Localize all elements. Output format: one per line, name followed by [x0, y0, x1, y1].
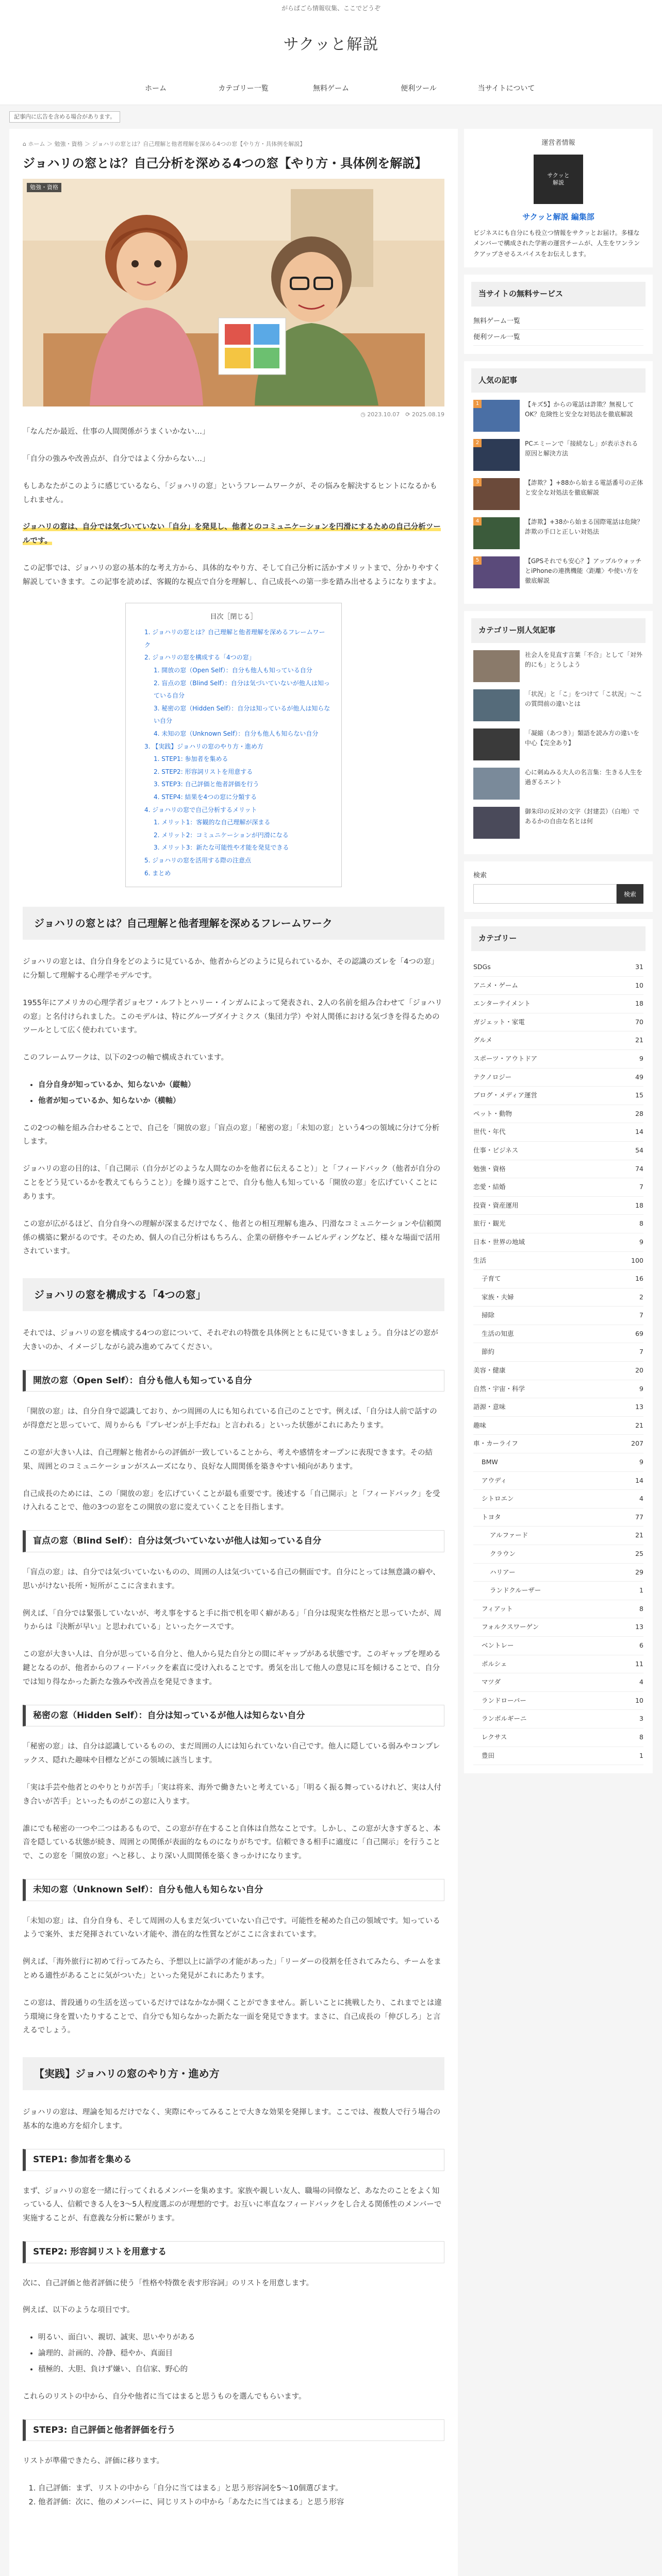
category-name: ランボルギーニ [482, 1715, 527, 1723]
category-item[interactable] [473, 1105, 643, 1124]
category-item[interactable] [473, 1692, 643, 1710]
toc-item[interactable]: 1. ジョハリの窓とは？自己理解と他者理解を深めるフレームワーク [144, 629, 325, 649]
category-item[interactable] [473, 958, 643, 977]
category-name: ポルシェ [482, 1659, 507, 1668]
category-item[interactable] [473, 1142, 643, 1160]
paragraph: 例えば、「自分では緊張していないが、考え事をすると手に指で机を叩く癖がある」「自分は現実な性格だと思っていたが、周りからは『決断が早い』と思われている」といったケースです。 [23, 1609, 441, 1632]
search-button[interactable]: 検索 [617, 884, 643, 904]
article-thumbnail[interactable] [473, 478, 520, 510]
eyecatch-image [23, 179, 444, 406]
category-name: SDGs [473, 963, 491, 971]
category-count: 21 [635, 1421, 643, 1429]
category-item[interactable] [473, 1069, 643, 1087]
section-heading: 【実践】ジョハリの窓のやり方・進め方 [23, 2057, 444, 2090]
category-popular-title[interactable]: 「状況」と「こ」をつけて「こ状況」〜この質問前の違いとは [525, 690, 643, 707]
category-count: 31 [635, 963, 643, 971]
popular-article-title[interactable]: 【キズ5】からの電話は詐欺？無視してOK？危険性と安全な対処法を徹底解説 [525, 401, 634, 418]
category-item[interactable] [473, 1618, 643, 1637]
search-input[interactable] [473, 884, 617, 904]
toc-subitem[interactable]: 3. メリット3：新たな可能性や才能を発見できる [154, 844, 289, 852]
sidebar [464, 129, 653, 1781]
subsection-heading: 盲点の窓（Blind Self）：自分は気づいていないが他人は知っている自分 [23, 1530, 444, 1552]
category-count: 10 [635, 981, 643, 989]
category-name: テクノロジー [473, 1073, 512, 1081]
category-popular-list [473, 650, 643, 839]
category-name: BMW [482, 1458, 498, 1466]
category-count: 25 [635, 1550, 643, 1558]
category-count: 8 [639, 1733, 643, 1741]
toc-subitem[interactable]: 3. 秘密の窓（Hidden Self）：自分は知っているが他人は知らない自分 [154, 704, 330, 725]
category-item[interactable] [473, 1545, 643, 1564]
category-name: 美容・健康 [473, 1366, 506, 1375]
category-name: 豊田 [482, 1751, 495, 1759]
popular-widget [464, 361, 653, 604]
category-item[interactable] [473, 1178, 643, 1197]
admin-description: ビジネスにも自分にも役立つ情報をサクッとお届け。多様なメンバーで構成された学術の運営チームが、人生をワンランクアップさせるスパイスをお伝えします。 [473, 229, 640, 258]
paragraph: ジョハリの窓は、理論を知るだけでなく、実際にやってみることで大きな効果を発揮します。ここでは、複数人で行う場合の基本的な進め方を紹介します。 [23, 2108, 441, 2131]
search-label: 検索 [473, 872, 487, 880]
category-item[interactable] [473, 1050, 643, 1069]
category-name: マツダ [482, 1678, 501, 1686]
category-count: 4 [639, 1678, 643, 1686]
tools-link[interactable]: 便利ツール一覧 [473, 330, 643, 346]
site-tagline-bar [0, 0, 662, 16]
category-item[interactable] [473, 1655, 643, 1674]
subsection-heading: 未知の窓（Unknown Self）：自分も他人も知らない自分 [23, 1879, 444, 1901]
paragraph: このフレームワークは、以下の2つの軸で構成されています。 [23, 1054, 228, 1062]
categories-widget [464, 919, 653, 1773]
article-thumbnail[interactable] [473, 768, 520, 800]
free-services-widget [464, 275, 653, 354]
popular-article[interactable] [473, 478, 643, 510]
category-count: 9 [639, 1384, 643, 1393]
category-name: 世代・年代 [473, 1128, 506, 1136]
category-item[interactable] [473, 1417, 643, 1435]
category-count: 77 [635, 1513, 643, 1521]
toc-subitem[interactable]: 3. STEP3: 自己評価と他者評価を行う [154, 781, 259, 788]
toc-item[interactable]: 5. ジョハリの窓を活用する際の注意点 [144, 856, 252, 864]
category-name: シトロエン [482, 1495, 514, 1503]
widget-title: カテゴリー [471, 926, 646, 951]
category-count: 1 [639, 1586, 643, 1595]
site-title[interactable]: サクッと解説 [283, 36, 379, 54]
widget-title: カテゴリー別人気記事 [471, 618, 646, 643]
category-name: 車・カーライフ [473, 1439, 518, 1448]
category-name: 恋愛・結婚 [473, 1183, 506, 1191]
category-item[interactable] [473, 1380, 643, 1399]
rank-badge: 5 [473, 556, 482, 565]
admin-heading: 運営者情報 [541, 139, 575, 147]
category-count: 69 [635, 1329, 643, 1337]
article-thumbnail[interactable] [473, 439, 520, 471]
category-popular-widget [464, 611, 653, 854]
category-popular-article[interactable] [473, 768, 643, 800]
rank-badge: 3 [473, 478, 482, 486]
paragraph: これらのリストの中から、自分や他者に当てはまると思うものを選んでもらいます。 [23, 2392, 306, 2401]
category-item[interactable] [473, 1233, 643, 1252]
category-item[interactable] [473, 1600, 643, 1619]
category-item[interactable] [473, 1564, 643, 1582]
paragraph: それでは、ジョハリの窓を構成する4つの窓について、それぞれの特徴を具体例とともに見ていきましょう。自分はどの窓が大きいのか、イメージしながら読み進めてみてください。 [23, 1329, 438, 1351]
category-item[interactable] [473, 1013, 643, 1032]
category-count: 13 [635, 1623, 643, 1631]
category-count: 14 [635, 1128, 643, 1136]
category-name: 生活の知恵 [482, 1329, 514, 1337]
paragraph: この窓は、普段通りの生活を送っているだけではなかなか開くことができません。新しいことに挑戦したり、これまでとは違う環境に身を置いたりすることで、自分でも知らなかった新たな一面を発見できます。まさに、自己成長の「伸びしろ」と言えるでしょう。 [23, 1998, 442, 2035]
admin-avatar: サクッと 解説 [534, 155, 583, 204]
adjective-list [23, 2331, 444, 2376]
popular-article[interactable] [473, 439, 643, 471]
rank-badge: 2 [473, 439, 482, 447]
toc-item[interactable]: 2. ジョハリの窓を構成する「4つの窓」 [144, 654, 255, 662]
category-count: 29 [635, 1568, 643, 1576]
category-popular-title[interactable]: 社会人を見直す言葉「不合」として「対外的にも」とうしよう [525, 651, 643, 668]
category-item[interactable] [473, 1343, 643, 1362]
category-count: 15 [635, 1091, 643, 1099]
paragraph: ジョハリの窓の目的は、「自己開示（自分がどのような人間なのかを他者に伝えること）」と「フィードバック（他者が自分のことをどう見ているかを教えてもらうこと）」を繰り返すことで、自分も他人も知っている「開放の窓」を広げていくことにあります。 [23, 1165, 441, 1201]
evaluation-list [23, 2482, 444, 2510]
subsection-heading: STEP1: 参加者を集める [23, 2149, 444, 2171]
category-name: 旅行・観光 [473, 1219, 506, 1228]
category-name: ハリアー [490, 1568, 516, 1576]
paragraph: 「開放の窓」は、自分自身で認識しており、かつ周囲の人にも知られている自己のことです。例えば、「自分は人前で話すのが得意だと思っていて、周りからも『プレゼンが上手だね』と言われる」といった状態がこれにあたります。 [23, 1408, 437, 1430]
category-item[interactable] [473, 1252, 643, 1270]
category-list [473, 958, 643, 1765]
ad-notice: 記事内に広告を含める場合があります。 [9, 111, 120, 123]
category-name: フィアット [482, 1604, 513, 1613]
toc-subitem[interactable]: 1. 開放の窓（Open Self）：自分も他人も知っている自分 [154, 667, 312, 674]
category-count: 11 [635, 1659, 643, 1668]
subsection-heading: STEP2: 形容詞リストを用意する [23, 2241, 444, 2263]
toc-subitem[interactable]: 2. STEP2: 形容詞リストを用意する [154, 768, 253, 775]
category-count: 1 [639, 1751, 643, 1759]
paragraph: 自己成長のためには、この「開放の窓」を広げていくことが最も重要です。後述する「自己開示」と「フィードバック」を受け入れることで、他の3つの窓をこの開放の窓に変えていくことを目指します。 [23, 1489, 440, 1512]
category-name: 勉強・資格 [473, 1164, 506, 1173]
category-count: 8 [639, 1604, 643, 1613]
subsection-heading: 開放の窓（Open Self）：自分も他人も知っている自分 [23, 1370, 444, 1392]
popular-article[interactable] [473, 400, 643, 432]
category-item[interactable] [473, 1472, 643, 1490]
article-thumbnail[interactable] [473, 556, 520, 588]
toc-subitem[interactable]: 2. 盲点の窓（Blind Self）：自分は気づいていないが他人は知っている自分 [154, 679, 330, 700]
section-heading: ジョハリの窓とは？自己理解と他者理解を深めるフレームワーク [23, 907, 444, 940]
category-count: 21 [635, 1531, 643, 1539]
category-item[interactable] [473, 995, 643, 1013]
category-name: 投資・資産運用 [473, 1201, 519, 1209]
paragraph: 誰にでも秘密の一つや二つはあるもので、この窓が存在すること自体は自然なことです。しかし、この窓が大きすぎると、本音を隠している状態が続き、周囲との関係が表面的なものになりがちです。信頼できる相手に適度に「自己開示」を行うことで、この窓を「開放の窓」へと移し、より深い人間関係を築くきっかけになります。 [23, 1824, 441, 1861]
category-name: クラウン [490, 1550, 516, 1558]
category-count: 3 [639, 1715, 643, 1723]
list-item: 1. 自己評価：まず、リストの中から「自分に当てはまる」と思う形容詞を5～10個選びます。 [38, 2482, 444, 2496]
category-count: 16 [635, 1275, 643, 1283]
list-item: • 自分自身が知っているか、知らないか（縦軸） [38, 1078, 444, 1092]
category-count: 13 [635, 1403, 643, 1411]
list-item: • 論理的、計画的、冷静、穏やか、真面目 [38, 2347, 444, 2361]
category-item[interactable] [473, 1307, 643, 1325]
category-item[interactable] [473, 1637, 643, 1655]
category-name: エンターテイメント [473, 999, 531, 1008]
category-popular-title[interactable]: 御朱印の反対の文字（封建芸）（白地）であるかの自由な名とは何 [525, 808, 640, 825]
category-name: レクサス [482, 1733, 507, 1741]
article-thumbnail[interactable] [473, 689, 520, 721]
popular-article-title[interactable]: PCエミーンで「接続なし」が表示される原因と解決方法 [525, 440, 638, 457]
category-name: 生活 [473, 1256, 487, 1264]
intro-p1: 「なんだか最近、仕事の人間関係がうまくいかない…」 [23, 428, 210, 436]
category-item[interactable] [473, 1527, 643, 1545]
paragraph: この窓が大きい人は、自己理解と他者からの評価が一致していることから、考えや感情をオープンに表現できます。その結果、周囲とのコミュニケーションがスムーズになり、良好な人間関係を築きやすい傾向があります。 [23, 1449, 433, 1471]
category-item[interactable] [473, 1362, 643, 1380]
category-tag[interactable]: 勉強・資格 [27, 183, 61, 192]
category-name: 趣味 [473, 1421, 487, 1429]
rank-badge: 4 [473, 517, 482, 526]
intro-p2: 「自分の強みや改善点が、自分ではよく分からない…」 [23, 454, 210, 463]
category-count: 2 [639, 1293, 643, 1301]
article-thumbnail[interactable] [473, 517, 520, 549]
category-name: トヨタ [482, 1513, 501, 1521]
category-count: 21 [635, 1036, 643, 1044]
toc-item[interactable]: 6. まとめ [144, 869, 171, 877]
toc-title[interactable]: 目次［閉じる］ [210, 613, 257, 621]
category-name: ベントレー [482, 1641, 514, 1649]
rank-badge: 1 [473, 400, 482, 408]
widget-title: 当サイトの無料サービス [471, 282, 646, 307]
axis-list [23, 1078, 444, 1108]
category-name: ペット・動物 [473, 1109, 512, 1117]
site-header [0, 16, 662, 73]
paragraph: 「盲点の窓」は、自分では気づいていないものの、周囲の人は気づいている自己の側面です。自分にとっては無意識の癖や、思いがけない長所・短所がここに含まれます。 [23, 1568, 440, 1590]
category-item[interactable] [473, 1453, 643, 1472]
article-thumbnail[interactable] [473, 728, 520, 760]
category-count: 54 [635, 1146, 643, 1154]
category-count: 74 [635, 1164, 643, 1173]
category-item[interactable] [473, 1728, 643, 1747]
post-dates: ◷ 2023.10.07 ⟳ 2025.08.19 [360, 411, 444, 418]
paragraph: 「実は手芸や他者とのやりとりが苦手」「実は将来、海外で働きたいと考えている」「明るく振る舞っているけれど、実は人付き合いが苦手」といったものがこの窓に入ります。 [23, 1783, 441, 1806]
popular-article-title[interactable]: 【詐欺？】+88から始まる電話番号の正体と安全な対処法を徹底解説 [525, 479, 643, 497]
category-item[interactable] [473, 1490, 643, 1509]
category-count: 6 [639, 1641, 643, 1649]
category-item[interactable] [473, 1087, 643, 1105]
section-heading: ジョハリの窓を構成する「4つの窓」 [23, 1278, 444, 1311]
intro-p4: ジョハリの窓は、自分では気づいていない「自分」を発見し、他者とのコミュニケーションを円滑にするための自己分析ツールです。 [23, 523, 441, 546]
admin-widget [464, 129, 653, 267]
category-name: アニメ・ゲーム [473, 981, 518, 989]
paragraph: 次に、自己評価と他者評価に使う「性格や特徴を表す形容詞」のリストを用意します。 [23, 2279, 314, 2287]
category-name: 節約 [482, 1348, 495, 1356]
category-item[interactable] [473, 1509, 643, 1527]
free-games-link[interactable]: 無料ゲーム一覧 [473, 314, 643, 330]
category-name: フォルクスワーゲン [482, 1623, 539, 1631]
category-popular-article[interactable] [473, 807, 643, 839]
list-item: • 明るい、面白い、親切、誠実、思いやりがある [38, 2331, 444, 2345]
paragraph: 1955年にアメリカの心理学者ジョセフ・ルフトとハリー・インガムによって発表され、2人の名前を組み合わせて「ジョハリの窓」と名付けられました。このモデルは、特にグループダイナミクス（集団力学）や対人関係における気づきを得るためのツールとして広く使われています。 [23, 998, 442, 1035]
category-popular-title[interactable]: 「凝縮（あつき）」類語を読み方の違いを中心【完全あり】 [525, 730, 640, 747]
category-count: 4 [639, 1495, 643, 1503]
popular-article-title[interactable]: 【GPSそれでも安心？】アップルウォッチとiPhoneの連携機能〈距離〉や使い方を徹底解説 [525, 557, 642, 584]
category-item[interactable] [473, 1031, 643, 1050]
breadcrumb[interactable]: ⌂ ホーム ＞ 勉強・資格 ＞ ジョハリの窓とは？自己理解と他者理解を深める4つの窓【やり方・具体例を解説】 [23, 141, 306, 147]
category-name: 日本・世界の地域 [473, 1238, 525, 1246]
category-count: 100 [631, 1256, 643, 1264]
category-item[interactable] [473, 1673, 643, 1692]
category-count: 9 [639, 1238, 643, 1246]
intro-p5: この記事では、ジョハリの窓の基本的な考え方から、具体的なやり方、そして自己分析に活かすメリットまで、分かりやすく解説していきます。この記事を読めば、客観的な視点で自分を理解し、自己成長への第一歩を踏み出せるようになりますよ。 [23, 564, 441, 586]
widget-title: 人気の記事 [471, 368, 646, 393]
category-count: 49 [635, 1073, 643, 1081]
list-item: 2. 他者評価：次に、他のメンバーに、同じリストの中から「あなたに当てはまる」と思う形容 [38, 2496, 444, 2510]
category-popular-article[interactable] [473, 728, 643, 760]
toc-subitem[interactable]: 4. STEP4: 結果を4つの窓に分類する [154, 793, 257, 801]
category-item[interactable] [473, 1215, 643, 1233]
subsection-heading: STEP3: 自己評価と他者評価を行う [23, 2419, 444, 2442]
category-name: 仕事・ビジネス [473, 1146, 519, 1154]
toc-list [136, 626, 331, 879]
category-count: 9 [639, 1054, 643, 1062]
global-nav [0, 73, 662, 105]
category-name: ガジェット・家電 [473, 1018, 525, 1026]
article-main [9, 129, 458, 2576]
category-count: 10 [635, 1696, 643, 1704]
toc-subitem[interactable]: 2. メリット2：コミュニケーションが円滑になる [154, 831, 289, 839]
category-item[interactable] [473, 1582, 643, 1600]
nav-about[interactable]: 当サイトについて [477, 84, 535, 93]
toc-item[interactable]: 3. 【実践】ジョハリの窓のやり方・進め方 [144, 742, 264, 750]
nav-free-games[interactable]: 無料ゲーム [313, 84, 349, 93]
subsection-heading: 秘密の窓（Hidden Self）：自分は知っているが他人は知らない自分 [23, 1705, 444, 1727]
category-count: 7 [639, 1348, 643, 1356]
category-item[interactable] [473, 1710, 643, 1728]
category-item[interactable] [473, 1160, 643, 1179]
list-item: • 他者が知っているか、知らないか（横軸） [38, 1094, 444, 1108]
category-item[interactable] [473, 1289, 643, 1307]
toc-item[interactable]: 4. ジョハリの窓で自己分析するメリット [144, 806, 257, 814]
category-item[interactable] [473, 977, 643, 995]
toc-subitem[interactable]: 4. 未知の窓（Unknown Self）：自分も他人も知らない自分 [154, 730, 319, 738]
category-name: 家族・夫婦 [482, 1293, 514, 1301]
eyecatch-illustration [23, 179, 444, 406]
category-name: ランドローバー [482, 1696, 526, 1704]
category-name: ブログ・メディア運営 [473, 1091, 538, 1099]
search-widget [464, 861, 653, 912]
list-item: • 積極的、大胆、負けず嫌い、自信家、野心的 [38, 2363, 444, 2377]
category-item[interactable] [473, 1398, 643, 1417]
category-name: ランドクルーザー [490, 1586, 541, 1595]
category-item[interactable] [473, 1325, 643, 1344]
paragraph: この窓が広がるほど、自分自身への理解が深まるだけでなく、他者との相互理解も進み、円滑なコミュニケーションや信頼関係の構築に繋がるのです。そのため、個人の自己分析はもちろん、企業の研修やチームビルディングなど、様々な場面で活用されています。 [23, 1219, 441, 1256]
category-name: グルメ [473, 1036, 492, 1044]
paragraph: ジョハリの窓とは、自分自身をどのように見ているか、他者からどのように見られているか、その認識のズレを「4つの窓」に分類して理解する心理学モデルです。 [23, 958, 439, 980]
category-count: 8 [639, 1219, 643, 1228]
category-count: 14 [635, 1476, 643, 1484]
article-thumbnail[interactable] [473, 650, 520, 682]
paragraph: リストが準備できたら、評価に移ります。 [23, 2457, 164, 2466]
category-count: 18 [635, 999, 643, 1008]
paragraph: 例えば、「海外旅行に初めて行ってみたら、予想以上に語学の才能があった」「リーダーの役割を任されてみたら、チームをまとめる適性があることに気がついた」といった発見がこれにあたります。 [23, 1958, 441, 1980]
category-name: 語源・意味 [473, 1403, 506, 1411]
category-count: 18 [635, 1201, 643, 1209]
paragraph: この窓が大きい人は、自分が思っている自分と、他人から見た自分との間にギャップがある状態です。このギャップを埋める鍵となるのが、他者からのフィードバックを素直に受け入れることです。勇気を出して他人の意見に耳を傾けることで、自分では知り得なかった新たな強みや改善点を発見できます。 [23, 1650, 441, 1686]
article-title: ジョハリの窓とは？自己分析を深める4つの窓【やり方・具体例を解説】 [23, 156, 427, 171]
table-of-contents [125, 603, 342, 888]
category-item[interactable] [473, 1747, 643, 1766]
intro-p3: もしあなたがこのように感じているなら、「ジョハリの窓」というフレームワークが、その悩みを解決するヒントになるかもしれません。 [23, 482, 437, 504]
category-name: アルファード [490, 1531, 528, 1539]
category-item[interactable] [473, 1123, 643, 1142]
site-tagline: がらぱごら情報収集、ここでどうぞ [281, 5, 380, 12]
category-count: 28 [635, 1109, 643, 1117]
category-count: 207 [631, 1439, 643, 1448]
toc-subitem[interactable]: 1. STEP1: 参加者を集める [154, 755, 228, 763]
popular-article[interactable] [473, 556, 643, 588]
paragraph: 「未知の窓」は、自分自身も、そして周囲の人もまだ気づいていない自己です。可能性を秘めた自己の領域です。知っているようで案外、まだ発揮されていない才能や、潜在的な性質などがここに含まれています。 [23, 1917, 440, 1939]
category-item[interactable] [473, 1435, 643, 1453]
category-popular-title[interactable]: 心に刺ぬみる大人の名言集：生きる人生を過ぎるエント [525, 769, 643, 786]
category-name: 子育て [482, 1275, 501, 1283]
popular-list [473, 400, 643, 588]
popular-article-title[interactable]: 【詐欺】+38から始まる国際電話は危険？詐欺の手口と正しい対処法 [525, 518, 643, 536]
category-popular-article[interactable] [473, 689, 643, 721]
toc-subitem[interactable]: 1. メリット1：客観的な自己理解が深まる [154, 819, 271, 826]
popular-article[interactable] [473, 517, 643, 549]
nav-categories[interactable]: カテゴリー一覧 [218, 84, 269, 93]
category-name: アウディ [482, 1476, 507, 1484]
paragraph: 「秘密の窓」は、自分は認識しているものの、まだ周囲の人には知られていない自己です。他人に隠している弱みやコンプレックス、隠れた趣味や目標などがこの領域に該当します。 [23, 1742, 440, 1765]
category-count: 70 [635, 1018, 643, 1026]
category-count: 20 [635, 1366, 643, 1375]
paragraph: この2つの軸を組み合わせることで、自己を「開放の窓」「盲点の窓」「秘密の窓」「未知の窓」という4つの領域に分けて分析します。 [23, 1124, 440, 1146]
category-name: スポーツ・アウトドア [473, 1054, 538, 1062]
category-popular-article[interactable] [473, 650, 643, 682]
paragraph: 例えば、以下のような項目です。 [23, 2306, 135, 2315]
admin-name-link[interactable]: サクッと解説 編集部 [522, 212, 594, 222]
article-thumbnail[interactable] [473, 807, 520, 839]
category-item[interactable] [473, 1197, 643, 1215]
category-item[interactable] [473, 1270, 643, 1289]
category-count: 7 [639, 1183, 643, 1191]
category-name: 自然・宇宙・科学 [473, 1384, 525, 1393]
paragraph: まず、ジョハリの窓を一緒に行ってくれるメンバーを集めます。家族や親しい友人、職場の同僚など、あなたのことをよく知っている人、信頼できる人を3～5人程度選ぶのが理想的です。お互いに率直なフィードバックをし合える関係性のメンバーで実施することが、有意義な分析に繋がります。 [23, 2187, 442, 2223]
category-count: 9 [639, 1458, 643, 1466]
nav-tools[interactable]: 便利ツール [401, 84, 437, 93]
category-count: 7 [639, 1311, 643, 1319]
category-name: 掃除 [482, 1311, 495, 1319]
article-thumbnail[interactable] [473, 400, 520, 432]
nav-home[interactable]: ホーム [145, 84, 167, 93]
